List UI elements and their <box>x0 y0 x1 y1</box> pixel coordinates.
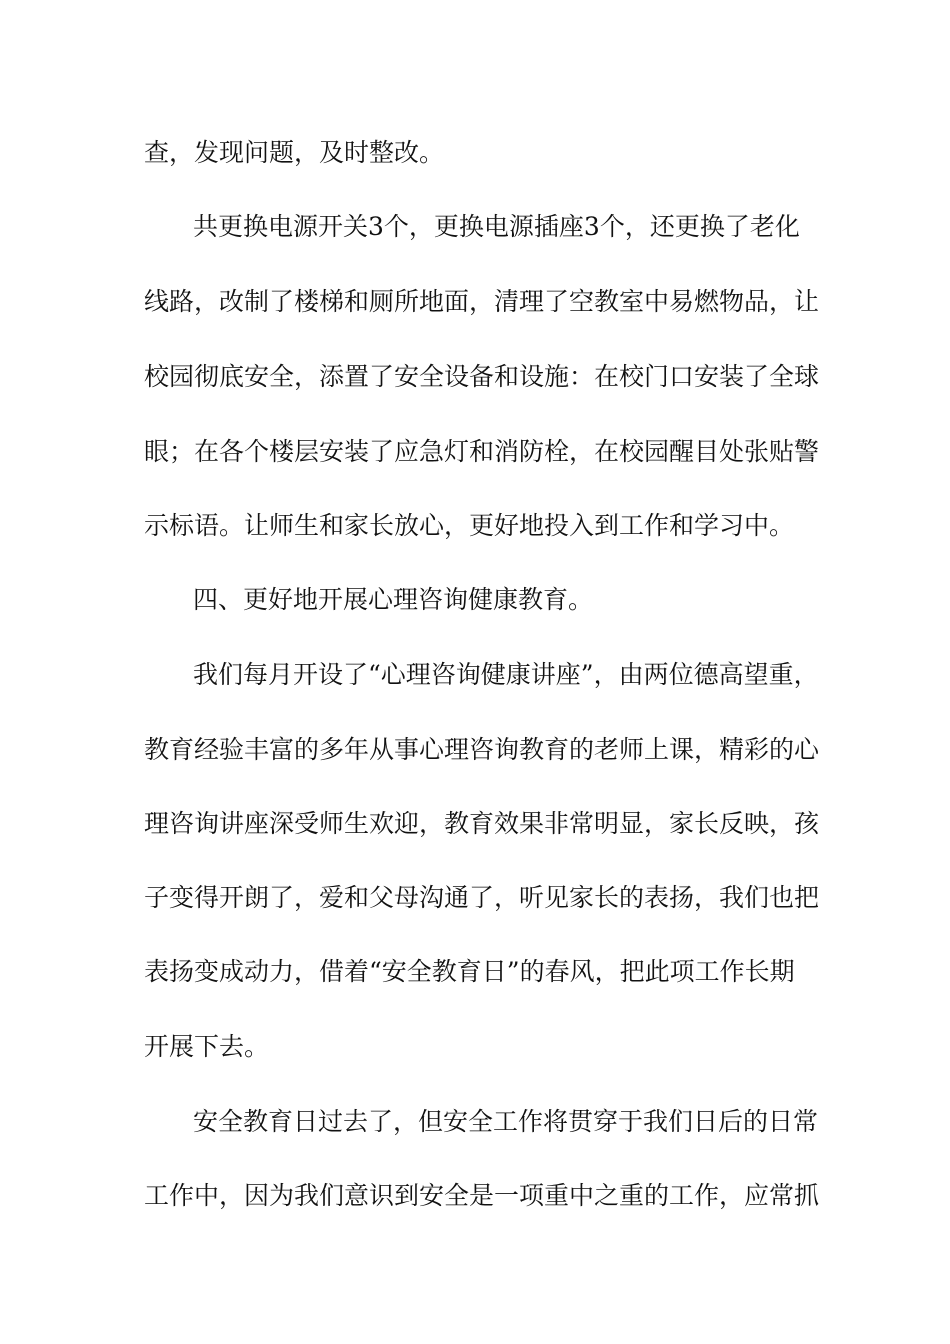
text-line: 表扬变成动力，借着“安全教育日”的春风，把此项工作长期 <box>144 957 795 986</box>
text-line: 共更换电源开关3个，更换电源插座3个，还更换了老化 <box>193 212 800 241</box>
text-line: 安全教育日过去了，但安全工作将贯穿于我们日后的日常 <box>193 1107 819 1136</box>
text-line: 我们每月开设了“心理咨询健康讲座”，由两位德高望重， <box>193 660 819 689</box>
text-line: 理咨询讲座深受师生欢迎，教育效果非常明显，家长反映，孩 <box>144 809 820 838</box>
section-heading: 四、更好地开展心理咨询健康教育。 <box>193 585 594 614</box>
text-line: 工作中，因为我们意识到安全是一项重中之重的工作，应常抓 <box>144 1181 820 1210</box>
text-line: 线路，改制了楼梯和厕所地面，清理了空教室中易燃物品，让 <box>144 287 820 316</box>
text-line: 子变得开朗了，爱和父母沟通了，听见家长的表扬，我们也把 <box>144 883 820 912</box>
text-line: 教育经验丰富的多年从事心理咨询教育的老师上课，精彩的心 <box>144 735 820 764</box>
text-line: 校园彻底安全，添置了安全设备和设施：在校门口安装了全球 <box>144 362 820 391</box>
text-line: 查，发现问题，及时整改。 <box>144 138 445 167</box>
text-line: 开展下去。 <box>144 1032 270 1061</box>
text-line: 示标语。让师生和家长放心，更好地投入到工作和学习中。 <box>144 511 795 540</box>
text-line: 眼；在各个楼层安装了应急灯和消防栓，在校园醒目处张贴警 <box>144 437 820 466</box>
